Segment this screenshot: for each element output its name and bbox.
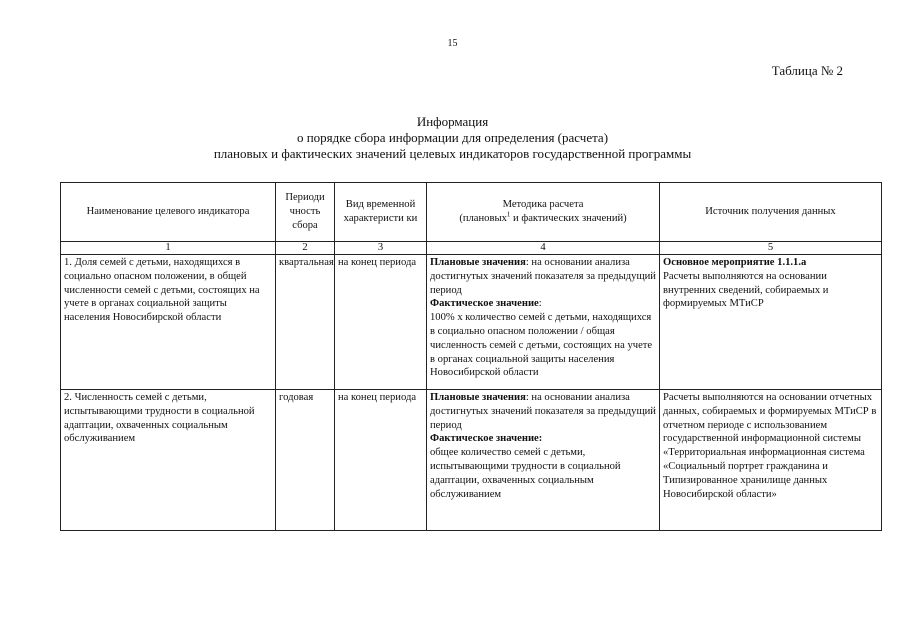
plan-values-text: : на основании анализа достигнутых значений показателя за предыдущий период xyxy=(430,392,656,431)
table-caption: Таблица № 2 xyxy=(771,63,843,78)
source-text: Расчеты выполняются на основании отчетных данных, собираемых и формируемых МТиСР в отчетном периоде с использованием государственной информационной системы «Территориальная информационная система «Социальный портрет гражданина и Типизированное хранилище данных Новосибирской области» xyxy=(663,392,877,500)
source-cell xyxy=(660,390,882,531)
fact-value-label: Фактическое значение xyxy=(430,298,539,310)
plan-values-label: Плановые значения xyxy=(430,257,526,268)
indicator-name-cell: 1. Доля семей с детьми, находящихся в социально опасном положении, в общей численности семей с детьми, состоящих на учете в органах социальной защиты населения Новосибирской области xyxy=(61,255,276,390)
title-line-1: Информация xyxy=(416,114,489,129)
page-number: 15 xyxy=(447,38,458,49)
column-number: 2 xyxy=(276,242,335,255)
method-cell xyxy=(427,390,660,531)
source-cell xyxy=(660,255,882,390)
table-row xyxy=(61,390,882,531)
table-header-row xyxy=(61,183,882,242)
fact-value-colon: : xyxy=(538,298,542,310)
indicators-table xyxy=(60,182,882,531)
header-method xyxy=(427,183,660,242)
time-type-cell: на конец периода xyxy=(335,255,427,390)
time-type-cell: на конец периода xyxy=(335,390,427,531)
source-main-activity: Основное мероприятие 1.1.1.а xyxy=(663,257,807,268)
column-number-row xyxy=(61,242,882,255)
column-number: 5 xyxy=(660,242,882,255)
footnote-mark: 1 xyxy=(506,210,511,219)
indicator-name-cell: 2. Численность семей с детьми, испытывающими трудности в социальной адаптации, охваченных социальным обслуживанием xyxy=(61,390,276,531)
document-title xyxy=(0,114,905,162)
header-method-line1: Методика расчета xyxy=(502,199,584,211)
plan-values-text: : на основании анализа достигнутых значений показателя за предыдущий период xyxy=(430,257,656,296)
method-cell xyxy=(427,255,660,390)
fact-value-label: Фактическое значение: xyxy=(430,433,543,445)
source-text: Расчеты выполняются на основании внутренних сведений, собираемых и формируемых МТиСР xyxy=(663,270,829,310)
header-periodicity: Периоди чность сбора xyxy=(276,183,335,242)
title-line-2: о порядке сбора информации для определения (расчета) xyxy=(296,130,609,145)
header-indicator-name: Наименование целевого индикатора xyxy=(61,183,276,242)
calculation-formula: общее количество семей с детьми, испытывающими трудности в социальной адаптации, охваченных социальным обслуживанием xyxy=(430,447,621,500)
title-line-3: плановых и фактических значений целевых индикаторов государственной программы xyxy=(213,146,692,161)
header-method-line2a: (плановых xyxy=(459,213,507,224)
header-time-type: Вид временной характеристи ки xyxy=(335,183,427,242)
periodicity-cell: годовая xyxy=(276,390,335,531)
table-row xyxy=(61,255,882,390)
header-data-source: Источник получения данных xyxy=(660,183,882,242)
periodicity-cell: квартальная xyxy=(276,255,335,390)
column-number: 1 xyxy=(61,242,276,255)
calculation-formula: 100% х количество семей с детьми, находящихся в социально опасном положении / общая численность семей с детьми, состоящих на учете в органах социальной защиты населения Новосибирской области xyxy=(430,312,653,379)
column-number: 4 xyxy=(427,242,660,255)
plan-values-label: Плановые значения xyxy=(430,392,526,403)
header-method-line2b: и фактических значений) xyxy=(510,213,627,224)
column-number: 3 xyxy=(335,242,427,255)
